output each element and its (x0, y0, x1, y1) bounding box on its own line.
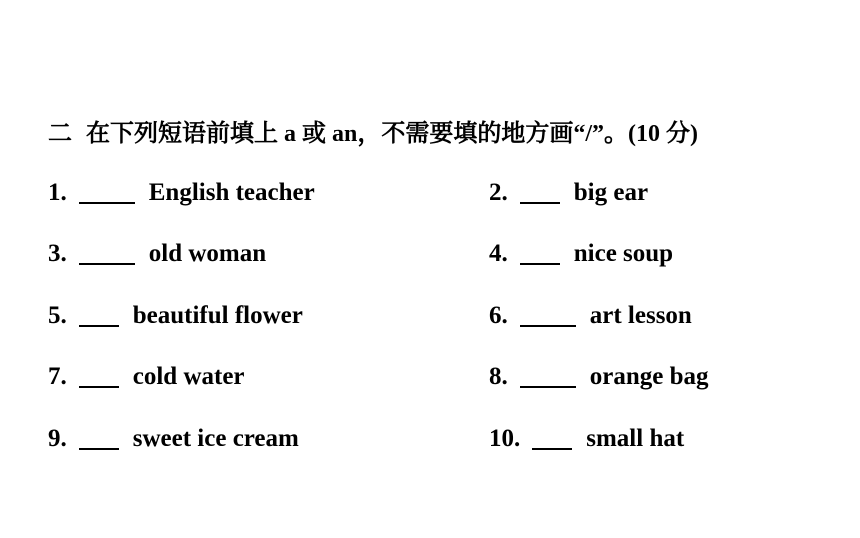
exercise-item-9 (48, 424, 299, 453)
item-phrase: English teacher (148, 179, 315, 206)
answer-blank[interactable] (532, 428, 572, 450)
item-number: 6. (489, 302, 508, 329)
exercise-item-5 (48, 301, 303, 330)
item-number: 10. (489, 425, 521, 452)
answer-blank[interactable] (79, 366, 119, 388)
item-number: 3. (48, 240, 67, 267)
answer-blank[interactable] (79, 182, 135, 204)
item-number: 5. (48, 302, 67, 329)
answer-blank[interactable] (79, 305, 119, 327)
answer-blank[interactable] (79, 428, 119, 450)
item-number: 1. (48, 179, 67, 206)
item-number: 7. (48, 363, 67, 390)
section-instruction: 在下列短语前填上 a 或 an，不需要填的地方画“/”。(10 分) (86, 121, 698, 147)
item-phrase: cold water (132, 363, 245, 390)
exercise-item-8 (489, 362, 709, 391)
section-number: 二 (48, 121, 72, 147)
answer-blank[interactable] (520, 243, 560, 265)
item-phrase: nice soup (573, 240, 674, 267)
exercise-item-2 (489, 178, 648, 207)
item-number: 8. (489, 363, 508, 390)
item-number: 2. (489, 179, 508, 206)
item-phrase: art lesson (589, 302, 692, 329)
item-phrase: beautiful flower (132, 302, 303, 329)
exercise-item-7 (48, 362, 245, 391)
item-phrase: big ear (573, 179, 649, 206)
answer-blank[interactable] (520, 366, 576, 388)
answer-blank[interactable] (79, 243, 135, 265)
exercise-item-3 (48, 239, 266, 268)
item-phrase: small hat (586, 425, 685, 452)
item-number: 9. (48, 425, 67, 452)
exercise-item-1 (48, 178, 315, 207)
answer-blank[interactable] (520, 182, 560, 204)
exercise-item-6 (489, 301, 692, 330)
item-number: 4. (489, 240, 508, 267)
exercise-item-10 (489, 424, 684, 453)
exercise-item-4 (489, 239, 673, 268)
section-heading (48, 113, 698, 148)
answer-blank[interactable] (520, 305, 576, 327)
item-phrase: sweet ice cream (132, 425, 299, 452)
item-phrase: old woman (148, 240, 267, 267)
item-phrase: orange bag (589, 363, 709, 390)
